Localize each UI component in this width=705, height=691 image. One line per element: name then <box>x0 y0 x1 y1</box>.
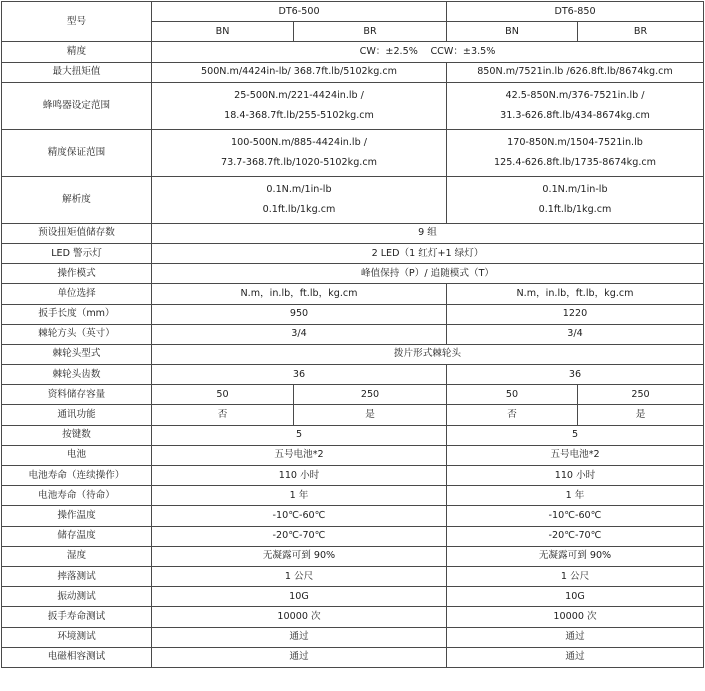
row-value: N.m，in.lb，ft.lb，kg.cm <box>447 284 704 304</box>
table-row <box>2 344 704 364</box>
row-value: 1 公尺 <box>447 566 704 586</box>
row-value: 10000 次 <box>152 607 447 627</box>
table-row <box>2 385 704 405</box>
row-label: 扳手寿命测试 <box>2 607 152 627</box>
value-line: 25-500N.m/221-4424in.lb / <box>234 89 364 101</box>
row-value: 五号电池*2 <box>152 445 447 465</box>
row-value: 110 小时 <box>152 466 447 486</box>
row-value: 1 年 <box>447 486 704 506</box>
row-value: 5 <box>447 425 704 445</box>
row-value: 250 <box>294 385 447 405</box>
row-value: 拨片形式棘轮头 <box>152 344 704 364</box>
table-row <box>2 506 704 526</box>
row-value: 通过 <box>447 627 704 647</box>
table-row <box>2 587 704 607</box>
row-value: -20℃-70℃ <box>447 526 704 546</box>
row-label: 湿度 <box>2 546 152 566</box>
value-line: 18.4-368.7ft.lb/255-5102kg.cm <box>224 109 374 121</box>
value-line: 31.3-626.8ft.lb/434-8674kg.cm <box>500 109 650 121</box>
row-value <box>447 176 704 223</box>
row-value: 10G <box>152 587 447 607</box>
row-value <box>447 82 704 129</box>
row-value: 峰值保持（P）/ 追随模式（T） <box>152 264 704 284</box>
row-label: 操作温度 <box>2 506 152 526</box>
value-line: 0.1N.m/1in-lb <box>542 183 608 195</box>
table-row <box>2 647 704 667</box>
row-value <box>447 129 704 176</box>
row-value: 9 组 <box>152 223 704 243</box>
row-value: -20℃-70℃ <box>152 526 447 546</box>
row-label: 棘轮方头（英寸） <box>2 324 152 344</box>
row-value: 250 <box>578 385 704 405</box>
row-label: 资料储存容量 <box>2 385 152 405</box>
table-row <box>2 566 704 586</box>
row-label: 摔落测试 <box>2 566 152 586</box>
value-line: 73.7-368.7ft.lb/1020-5102kg.cm <box>221 156 377 168</box>
table-row <box>2 324 704 344</box>
row-value <box>152 82 447 129</box>
table-row <box>2 304 704 324</box>
row-label: 精度 <box>2 42 152 62</box>
row-value: 1 年 <box>152 486 447 506</box>
model-a-br-header: BR <box>294 22 447 42</box>
table-row <box>2 425 704 445</box>
table-row <box>2 546 704 566</box>
row-value: -10℃-60℃ <box>447 506 704 526</box>
row-value: 通过 <box>152 627 447 647</box>
table-row <box>2 42 704 62</box>
row-value: 否 <box>152 405 294 425</box>
row-label: 电池寿命（连续操作） <box>2 466 152 486</box>
row-value: CW：±2.5% CCW：±3.5% <box>152 42 704 62</box>
row-label: 振动测试 <box>2 587 152 607</box>
row-label: 解析度 <box>2 176 152 223</box>
row-label: 储存温度 <box>2 526 152 546</box>
model-a-bn-header: BN <box>152 22 294 42</box>
row-value: 是 <box>294 405 447 425</box>
model-b-br-header: BR <box>578 22 704 42</box>
row-label: 通讯功能 <box>2 405 152 425</box>
row-label: 单位选择 <box>2 284 152 304</box>
row-label: 电池寿命（待命） <box>2 486 152 506</box>
table-row <box>2 627 704 647</box>
table-row <box>2 365 704 385</box>
spec-table <box>1 1 704 668</box>
table-row <box>2 264 704 284</box>
row-value: 无凝露可到 90% <box>152 546 447 566</box>
row-value: 50 <box>152 385 294 405</box>
row-value: 500N.m/4424in-lb/ 368.7ft.lb/5102kg.cm <box>152 62 447 82</box>
table-row <box>2 607 704 627</box>
row-value: 2 LED（1 红灯+1 绿灯） <box>152 243 704 263</box>
row-label: 精度保证范围 <box>2 129 152 176</box>
row-label: LED 警示灯 <box>2 243 152 263</box>
row-value: 5 <box>152 425 447 445</box>
row-label: 电磁相容测试 <box>2 647 152 667</box>
value-line: 0.1ft.lb/1kg.cm <box>262 203 336 215</box>
table-row <box>2 466 704 486</box>
row-value: 通过 <box>152 647 447 667</box>
row-label: 按键数 <box>2 425 152 445</box>
row-label: 棘轮头齿数 <box>2 365 152 385</box>
row-value: 3/4 <box>152 324 447 344</box>
table-row <box>2 405 704 425</box>
value-line: 100-500N.m/885-4424in.lb / <box>231 136 367 148</box>
table-row <box>2 82 704 129</box>
row-value: 950 <box>152 304 447 324</box>
row-value: 3/4 <box>447 324 704 344</box>
row-value: 50 <box>447 385 578 405</box>
row-value: 36 <box>447 365 704 385</box>
model-header-label: 型号 <box>2 2 152 42</box>
value-line: 42.5-850N.m/376-7521in.lb / <box>505 89 645 101</box>
table-row <box>2 62 704 82</box>
row-label: 扳手长度（mm） <box>2 304 152 324</box>
row-value <box>152 176 447 223</box>
row-value: 10000 次 <box>447 607 704 627</box>
row-value: -10℃-60℃ <box>152 506 447 526</box>
table-row <box>2 243 704 263</box>
row-label: 最大扭矩值 <box>2 62 152 82</box>
row-value: 无凝露可到 90% <box>447 546 704 566</box>
row-value: 850N.m/7521in.lb /626.8ft.lb/8674kg.cm <box>447 62 704 82</box>
row-value: 10G <box>447 587 704 607</box>
table-row <box>2 176 704 223</box>
table-row <box>2 526 704 546</box>
table-header-row <box>2 2 704 22</box>
table-row <box>2 486 704 506</box>
row-label: 电池 <box>2 445 152 465</box>
row-label: 操作模式 <box>2 264 152 284</box>
value-line: 0.1N.m/1in-lb <box>266 183 332 195</box>
value-line: 125.4-626.8ft.lb/1735-8674kg.cm <box>493 156 656 168</box>
row-value <box>152 129 447 176</box>
table-row <box>2 445 704 465</box>
row-value: 110 小时 <box>447 466 704 486</box>
row-value: 是 <box>578 405 704 425</box>
value-line: 0.1ft.lb/1kg.cm <box>538 203 612 215</box>
model-a-header: DT6-500 <box>152 2 447 22</box>
row-label: 预设扭矩值储存数 <box>2 223 152 243</box>
table-row <box>2 223 704 243</box>
row-label: 环境测试 <box>2 627 152 647</box>
row-value: 否 <box>447 405 578 425</box>
row-value: 1 公尺 <box>152 566 447 586</box>
row-value: 36 <box>152 365 447 385</box>
row-value: N.m，in.lb，ft.lb，kg.cm <box>152 284 447 304</box>
row-value: 通过 <box>447 647 704 667</box>
table-row <box>2 284 704 304</box>
row-label: 蜂鸣器设定范围 <box>2 82 152 129</box>
row-label: 棘轮头型式 <box>2 344 152 364</box>
value-line: 170-850N.m/1504-7521in.lb <box>507 136 643 148</box>
row-value: 五号电池*2 <box>447 445 704 465</box>
model-b-bn-header: BN <box>447 22 578 42</box>
model-b-header: DT6-850 <box>447 2 704 22</box>
table-row <box>2 129 704 176</box>
row-value: 1220 <box>447 304 704 324</box>
